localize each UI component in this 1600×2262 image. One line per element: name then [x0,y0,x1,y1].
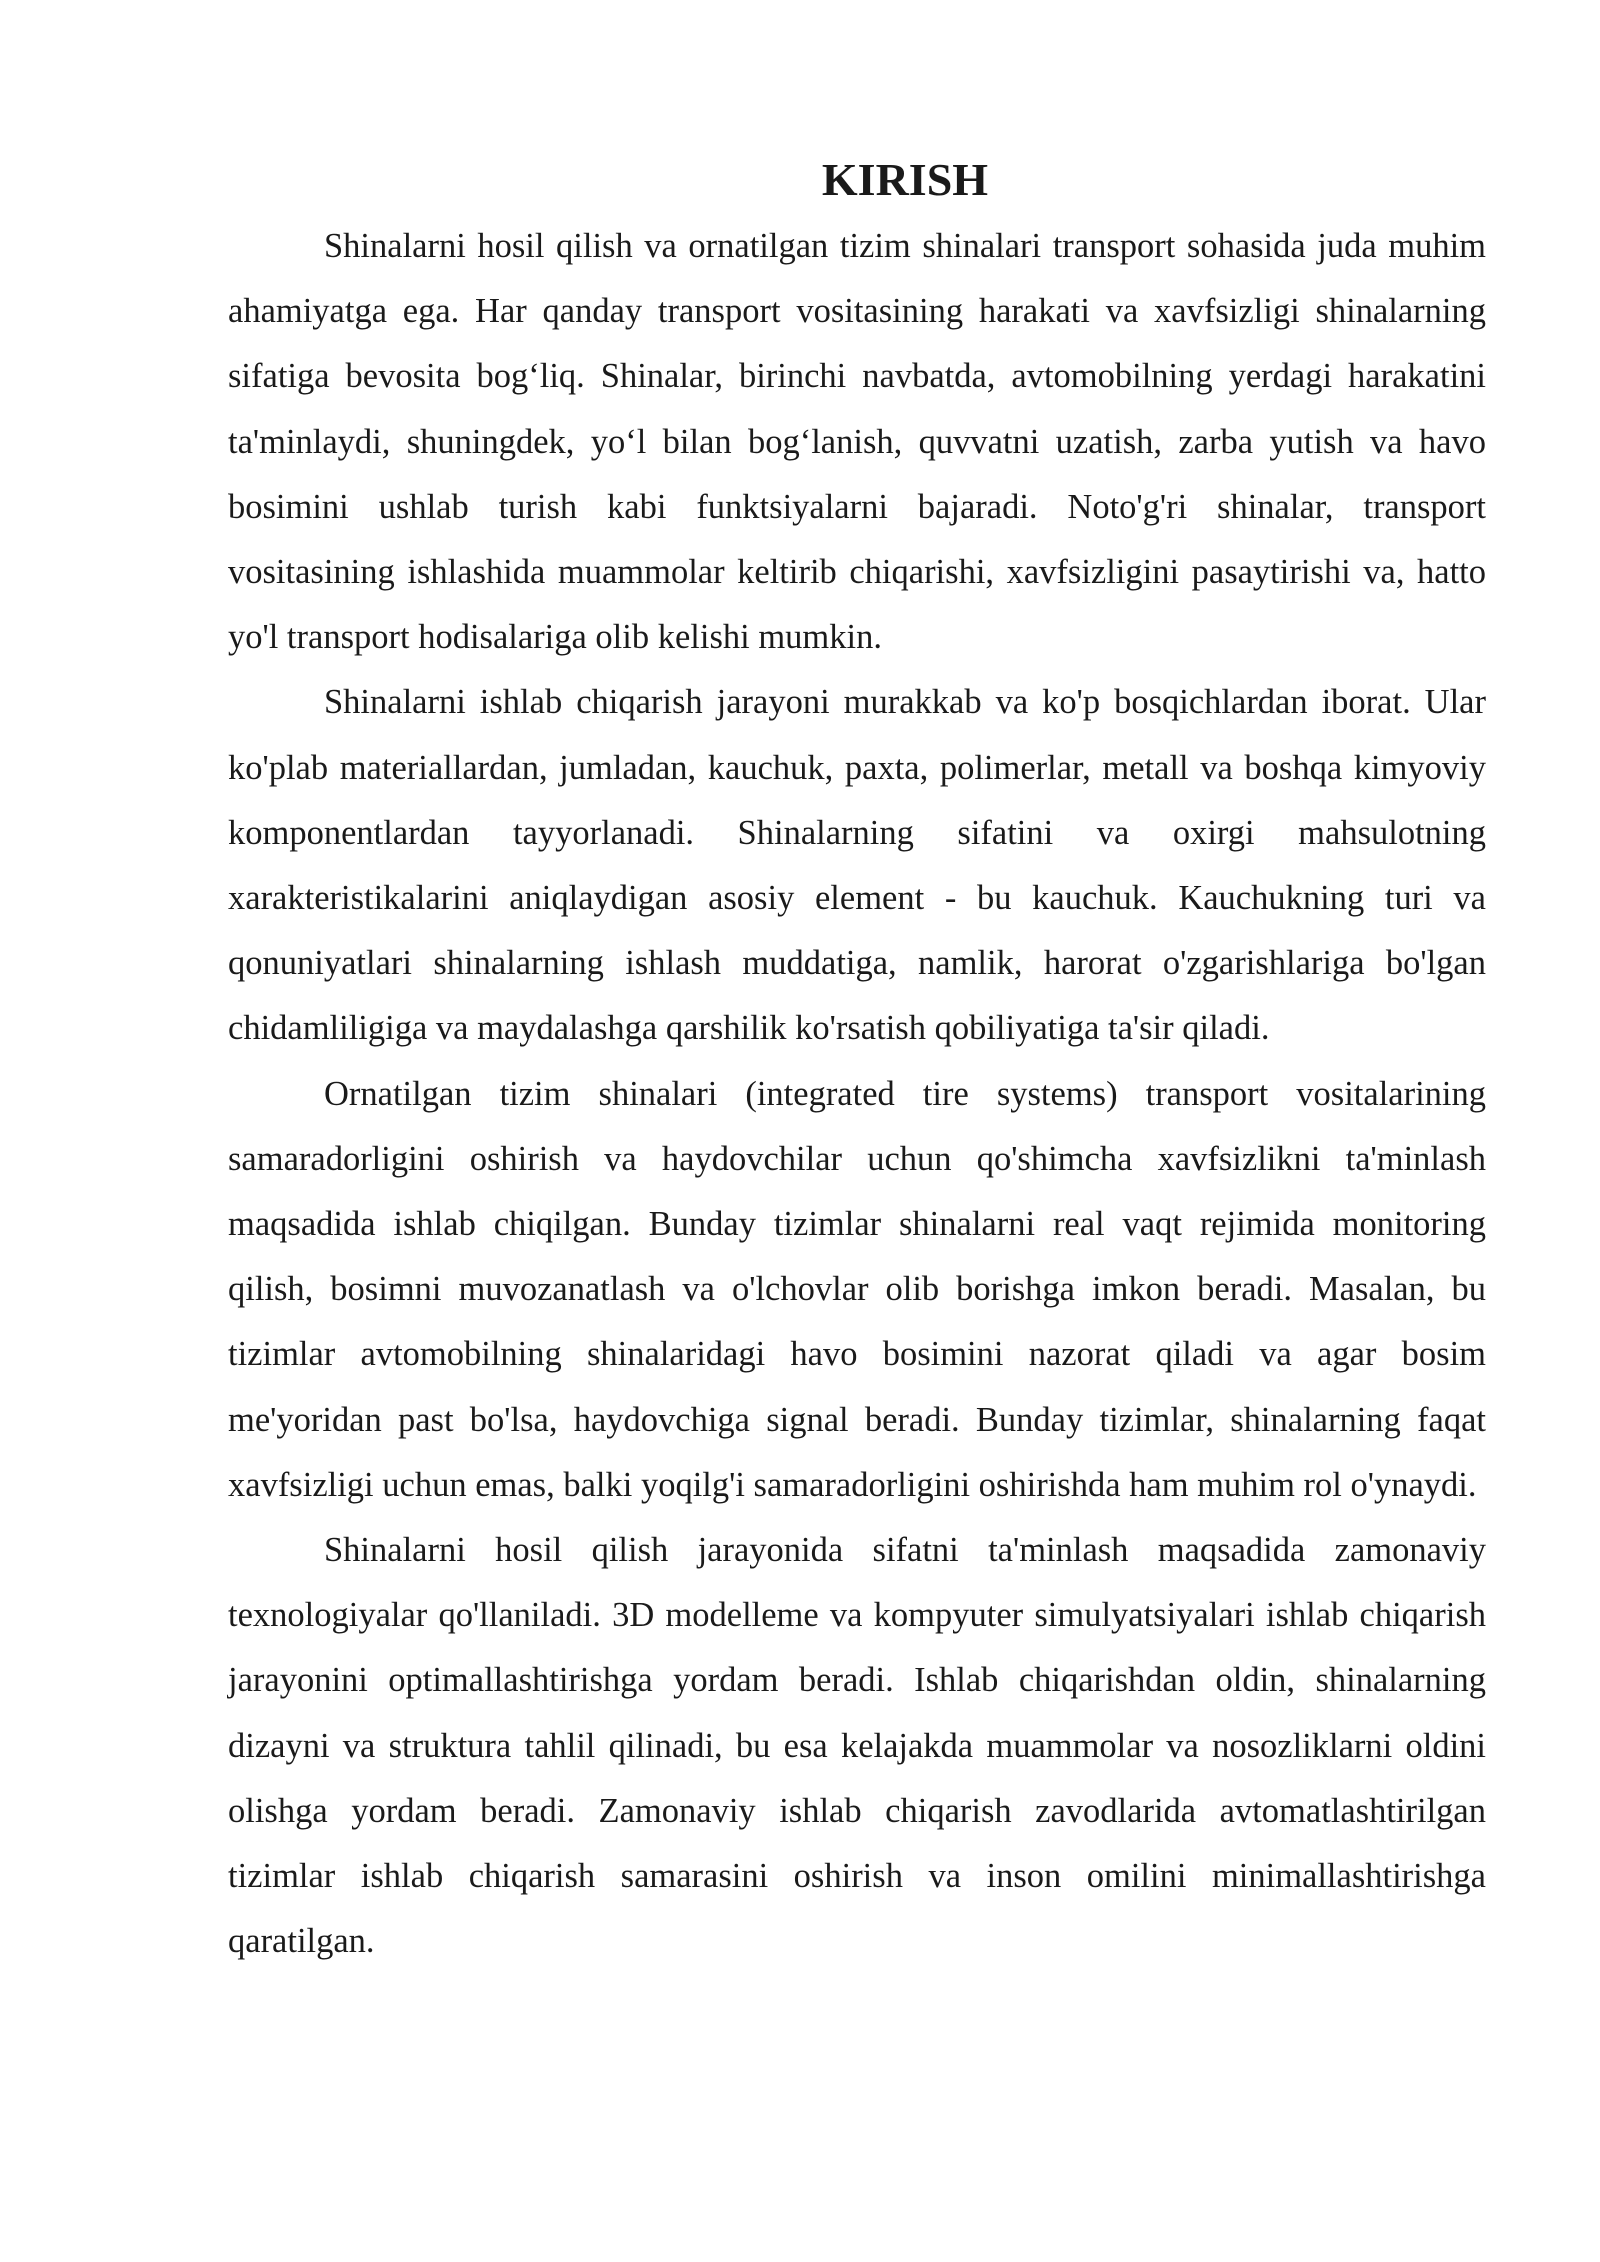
document-page [228,148,1486,1974]
paragraph-4: Shinalarni hosil qilish jarayonida sifatni ta'minlash maqsadida zamonaviy texnologiyalar qo'llaniladi. 3D modelleme va kompyuter simulyatsiyalari ishlab chiqarish jarayonini optimallashtirishga yordam beradi. Ishlab chiqarishdan oldin, shinalarning dizayni va struktura tahlil qilinadi, bu esa kelajakda muammolar va nosozliklarni oldini olishga yordam beradi. Zamonaviy ishlab chiqarish zavodlarida avtomatlashtirilgan tizimlar ishlab chiqarish samarasini oshirish va inson omilini minimallashtirishga qaratilgan. [228,1531,1486,1961]
paragraph-1: Shinalarni hosil qilish va ornatilgan tizim shinalari transport sohasida juda muhim ahamiyatga ega. Har qanday transport vositasining harakati va xavfsizligi shinalarning sifatiga bevosita bog‘liq. Shinalar, birinchi navbatda, avtomobilning yerdagi harakatini ta'minlaydi, shuningdek, yo‘l bilan bog‘lanish, quvvatni uzatish, zarba yutish va havo bosimini ushlab turish kabi funktsiyalarni bajaradi. Noto'g'ri shinalar, transport vositasining ishlashida muammolar keltirib chiqarishi, xavfsizligini pasaytirishi va, hatto yo'l transport hodisalariga olib kelishi mumkin. [228,227,1486,657]
paragraph-2: Shinalarni ishlab chiqarish jarayoni murakkab va ko'p bosqichlardan iborat. Ular ko'plab materiallardan, jumladan, kauchuk, paxta, polimerlar, metall va boshqa kimyoviy komponentlardan tayyorlanadi. Shinalarning sifatini va oxirgi mahsulotning xarakteristikalarini aniqlaydigan asosiy element - bu kauchuk. Kauchukning turi va qonuniyatlari shinalarning ishlash muddatiga, namlik, harorat o'zgarishlariga bo'lgan chidamliligiga va maydalashga qarshilik ko'rsatish qobiliyatiga ta'sir qiladi. [228,683,1486,1048]
paragraph-3: Ornatilgan tizim shinalari (integrated tire systems) transport vositalarining samaradorligini oshirish va haydovchilar uchun qo'shimcha xavfsizlikni ta'minlash maqsadida ishlab chiqilgan. Bunday tizimlar shinalarni real vaqt rejimida monitoring qilish, bosimni muvozanatlash va o'lchovlar olib borishga imkon beradi. Masalan, bu tizimlar avtomobilning shinalaridagi havo bosimini nazorat qiladi va agar bosim me'yoridan past bo'lsa, haydovchiga signal beradi. Bunday tizimlar, shinalarning faqat xavfsizligi uchun emas, balki yoqilg'i samaradorligini oshirishda ham muhim rol o'ynaydi. [228,1074,1486,1504]
page-title: KIRISH [821,154,989,205]
